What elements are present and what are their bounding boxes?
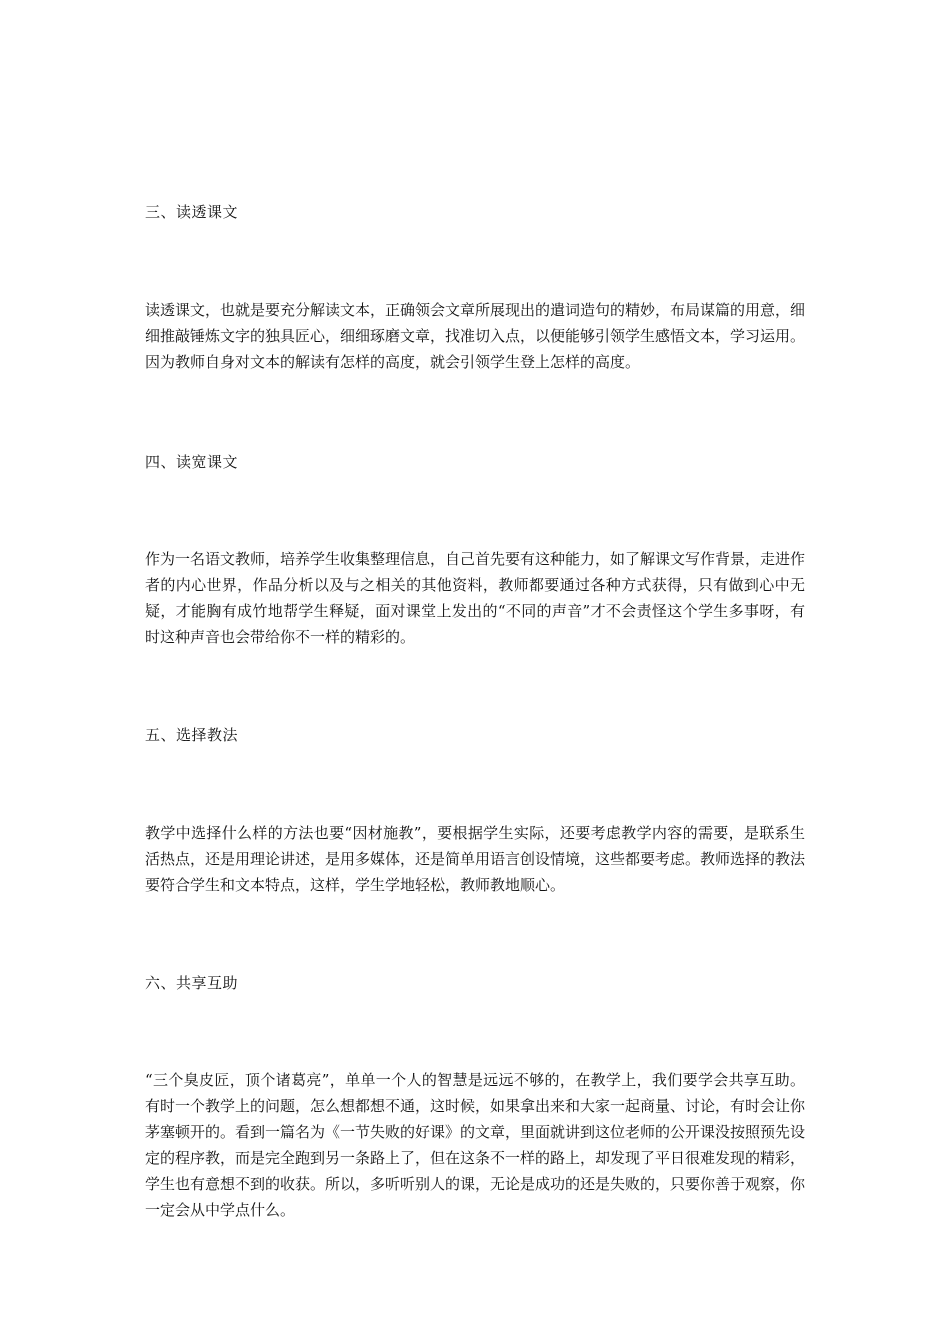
section-heading-6: 六、共享互助 <box>145 974 239 992</box>
section-paragraph-6: “三个臭皮匠，顶个诸葛亮”，单单一个人的智慧是远远不够的，在教学上，我们要学会共享互助。有时一个教学上的问题，怎么想都想不通，这时候，如果拿出来和大家一起商量、讨论，有时会让你茅塞顿开的。看到一篇名为《一节失败的好课》的文章，里面就讲到这位老师的公开课没按照预先设定的程序教，而是完全跑到另一条路上了，但在这条不一样的路上，却发现了平日很难发现的精彩，学生也有意想不到的收获。所以，多听听别人的课，无论是成功的还是失败的，只要你善于观察，你一定会从中学点什么。 <box>145 1071 806 1219</box>
section-heading-3: 三、读透课文 <box>145 203 239 221</box>
section-heading-4: 四、读宽课文 <box>145 453 239 471</box>
section-paragraph-4: 作为一名语文教师，培养学生收集整理信息，自己首先要有这种能力，如了解课文写作背景，走进作者的内心世界，作品分析以及与之相关的其他资料，教师都要通过各种方式获得，只有做到心中无疑，才能胸有成竹地帮学生释疑，面对课堂上发出的“不同的声音”才不会责怪这个学生多事呀，有时这种声音也会带给你不一样的精彩的。 <box>145 550 806 646</box>
section-paragraph-5: 教学中选择什么样的方法也要“因材施教”，要根据学生实际，还要考虑教学内容的需要，是联系生活热点，还是用理论讲述，是用多媒体，还是简单用语言创设情境，这些都要考虑。教师选择的教法要符合学生和文本特点，这样，学生学地轻松，教师教地顺心。 <box>145 824 806 894</box>
section-heading-5: 五、选择教法 <box>145 726 239 744</box>
section-paragraph-3: 读透课文，也就是要充分解读文本，正确领会文章所展现出的遣词造句的精妙，布局谋篇的用意，细细推敲锤炼文字的独具匠心，细细琢磨文章，找准切入点，以便能够引领学生感悟文本，学习运用。因为教师自身对文本的解读有怎样的高度，就会引领学生登上怎样的高度。 <box>145 301 806 371</box>
